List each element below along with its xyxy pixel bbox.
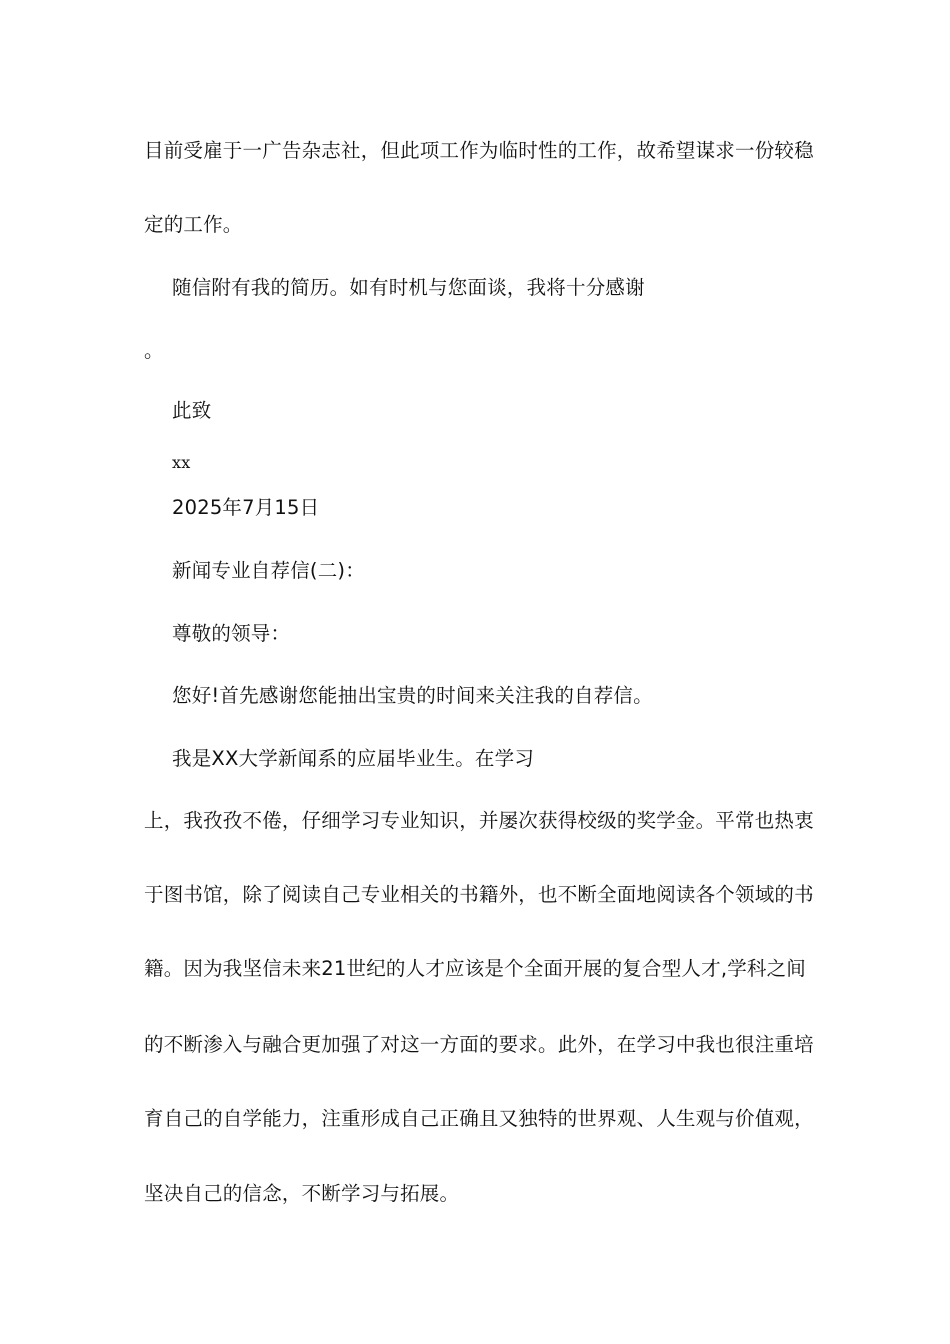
body-text-line: 于图书馆，除了阅读自己专业相关的书籍外，也不断全面地阅读各个领域的书 <box>144 883 814 906</box>
body-text-line: 上，我孜孜不倦，仔细学习专业知识，并屡次获得校级的奖学金。平常也热衷 <box>144 809 814 832</box>
signature-name: xx <box>172 453 191 472</box>
greeting: 尊敬的领导： <box>172 622 291 645</box>
body-text-line: 您好!首先感谢您能抽出宝贵的时间来关注我的自荐信。 <box>172 684 653 707</box>
body-text-line: 我是XX大学新闻系的应届毕业生。在学习 <box>172 747 535 770</box>
body-text-line: 的不断渗入与融合更加强了对这一方面的要求。此外，在学习中我也很注重培 <box>144 1033 814 1056</box>
body-text-line: 籍。因为我坚信未来21世纪的人才应该是个全面开展的复合型人才,学科之间 <box>144 957 807 980</box>
body-text-line: 坚决自己的信念，不断学习与拓展。 <box>144 1182 460 1205</box>
body-text-line: 随信附有我的简历。如有时机与您面谈，我将十分感谢 <box>172 276 645 299</box>
section-heading: 新闻专业自荐信(二)： <box>172 559 365 582</box>
body-text-line: 目前受雇于一广告杂志社，但此项工作为临时性的工作，故希望谋求一份较稳 <box>144 139 814 162</box>
body-text-line: 定的工作。 <box>144 213 243 236</box>
body-text-line: 育自己的自学能力，注重形成自己正确且又独特的世界观、人生观与价值观， <box>144 1107 814 1130</box>
closing-salutation: 此致 <box>172 399 212 422</box>
letter-date: 2025年7月15日 <box>172 496 320 519</box>
body-text-line: 。 <box>144 339 164 362</box>
